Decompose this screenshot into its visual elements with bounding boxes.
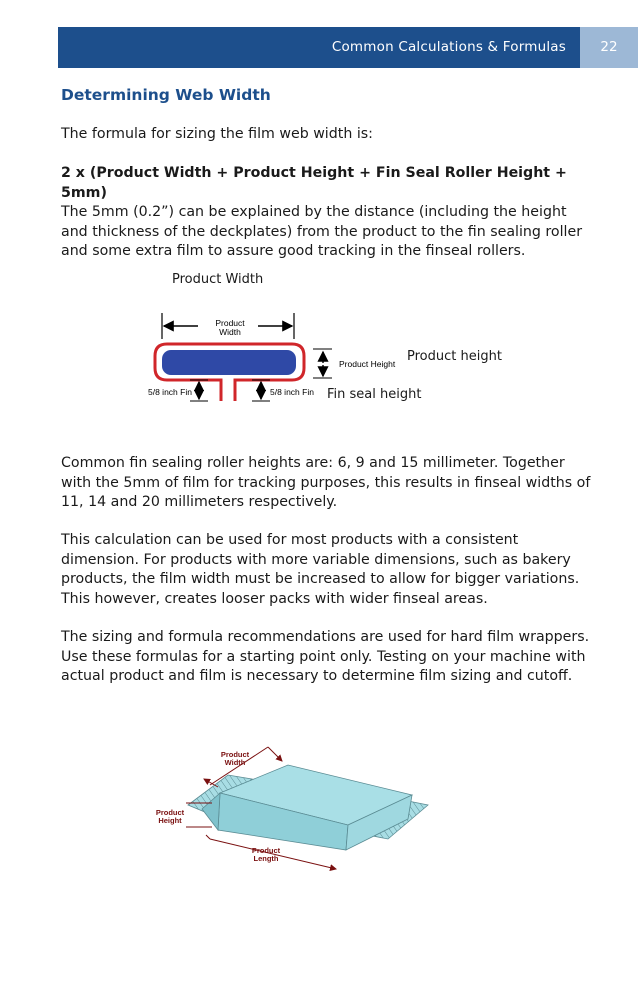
header-bar bbox=[58, 27, 580, 68]
inner-height-label: Product Height bbox=[339, 359, 396, 369]
product-body bbox=[162, 350, 296, 375]
diagram2-width-label-2: Width bbox=[224, 758, 246, 767]
diagram2-length-label-2: Length bbox=[253, 854, 279, 863]
intro-text: The formula for sizing the film web width is: bbox=[61, 126, 373, 142]
diagram2-width-label: Product bbox=[220, 750, 250, 759]
page-number-box bbox=[580, 27, 638, 68]
paragraph-fin-heights: Common fin sealing roller heights are: 6, 9 and 15 millimeter. Together with the 5mm of film for tracking purposes, this results in finseal widths of 11, 14 and 20 millimeters respectively. bbox=[61, 455, 591, 511]
section-heading: Determining Web Width bbox=[61, 86, 271, 104]
fin-left-label: 5/8 inch Fin bbox=[148, 387, 192, 397]
diagram2-length-label: Product bbox=[251, 846, 281, 855]
inner-width-label-2: Width bbox=[219, 327, 241, 337]
product-width-caption: Product Width bbox=[172, 272, 264, 287]
diagram2-height-label: Product bbox=[155, 808, 185, 817]
product-height-caption: Product height bbox=[407, 349, 502, 364]
cross-section-diagram bbox=[140, 305, 410, 415]
package-3d-diagram bbox=[140, 735, 440, 875]
paragraph-recommendations: The sizing and formula recommendations are used for hard film wrappers. Use these formulas for a starting point only. Testing on your machine with actual product and film is necessary to determine film sizing and cutoff. bbox=[61, 629, 590, 685]
inner-width-label: Product bbox=[215, 318, 245, 328]
width-dim-arrow-2 bbox=[204, 779, 218, 787]
width-dim-arrow bbox=[268, 747, 282, 761]
diagram2-height-label-2: Height bbox=[158, 816, 182, 825]
formula-text: 2 x (Product Width + Product Height + Fin Seal Roller Height + 5mm) bbox=[61, 165, 567, 201]
page-number: 22 bbox=[600, 39, 618, 55]
explanation-text: The 5mm (0.2”) can be explained by the distance (including the height and thickness of the deckplates) from the product to the fin sealing roller and some extra film to assure good tracking in the finseal rollers. bbox=[61, 204, 583, 260]
header-title: Common Calculations & Formulas bbox=[331, 39, 566, 55]
fin-right-label: 5/8 inch Fin bbox=[270, 387, 314, 397]
length-dim-tick bbox=[206, 835, 210, 839]
fin-seal-height-caption: Fin seal height bbox=[327, 387, 422, 402]
paragraph-calculation: This calculation can be used for most products with a consistent dimension. For products with more variable dimensions, such as bakery products, the film width must be increased to allow for bigger variations. This however, creates looser packs with wider finseal areas. bbox=[61, 532, 580, 607]
